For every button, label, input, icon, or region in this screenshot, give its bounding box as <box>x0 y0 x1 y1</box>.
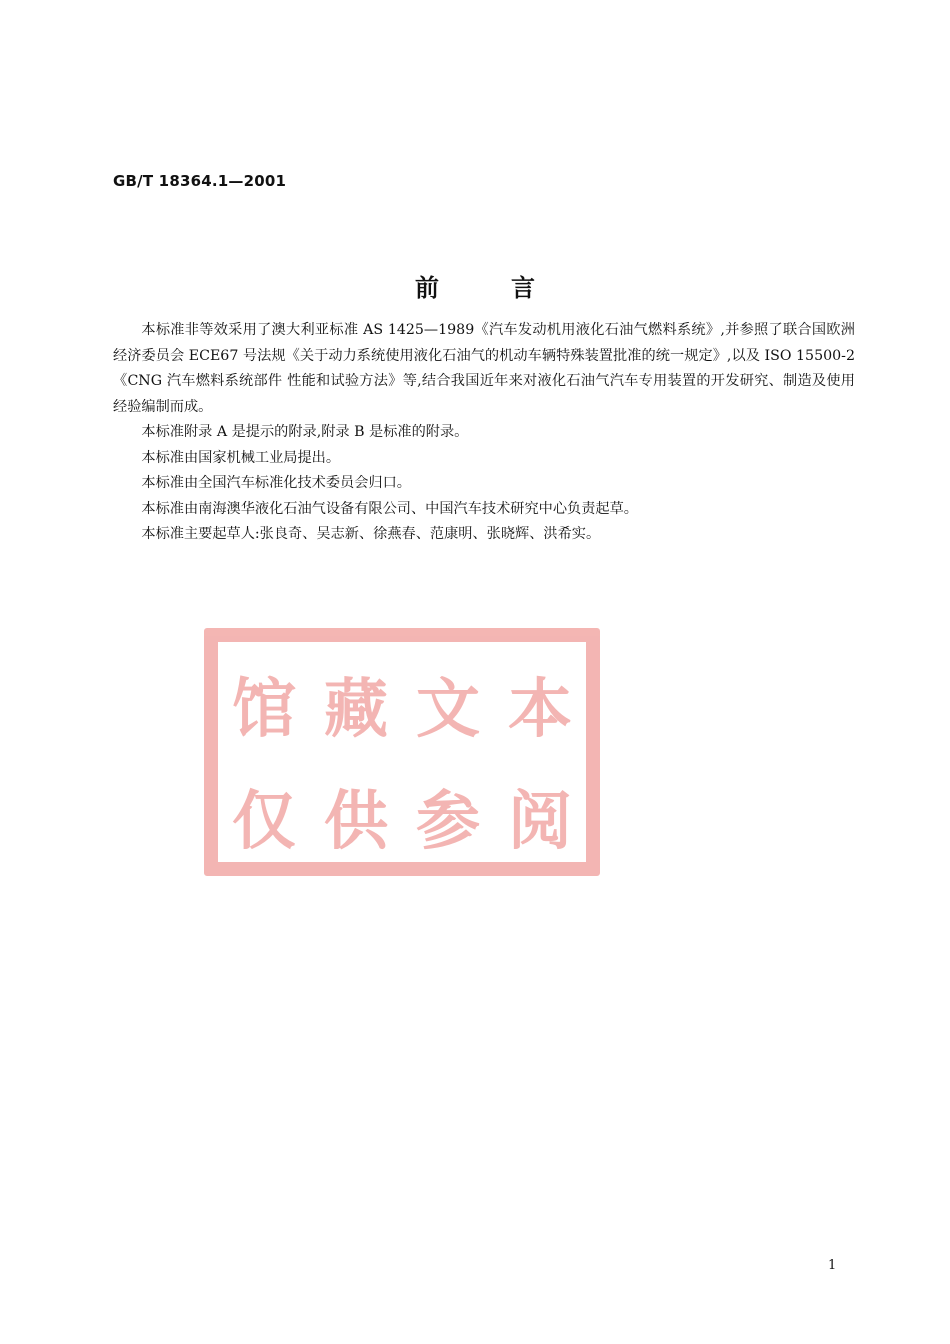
standard-code: GB/T 18364.1—2001 <box>113 172 287 190</box>
stamp-char: 阅 <box>508 785 572 859</box>
stamp-char: 馆 <box>232 673 296 747</box>
paragraph-5: 本标准由南海澳华液化石油气设备有限公司、中国汽车技术研究中心负责起草。 <box>141 500 638 517</box>
library-stamp <box>204 628 600 876</box>
stamp-char: 仅 <box>232 785 296 859</box>
paragraph-3: 本标准由国家机械工业局提出。 <box>141 449 341 466</box>
stamp-char: 参 <box>416 785 480 859</box>
title-char-2: 言 <box>511 274 535 302</box>
stamp-row-2 <box>218 770 586 862</box>
foreword-body <box>113 318 855 548</box>
page-number: 1 <box>828 1258 837 1273</box>
page-title <box>0 268 950 303</box>
paragraph-6: 本标准主要起草人:张良奇、吴志新、徐燕春、范康明、张晓辉、洪希实。 <box>141 526 601 542</box>
paragraph-4: 本标准由全国汽车标准化技术委员会归口。 <box>141 475 411 491</box>
stamp-row-1 <box>218 658 586 750</box>
paragraph-1: 本标准非等效采用了澳大利亚标准 AS 1425—1989《汽车发动机用液化石油气燃料系统》,并参照了联合国欧洲经济委员会 ECE67 号法规《关于动力系统使用液化石油气的机动车辆特殊装置批准的统一规定》,以及 ISO 15500-2《CNG 汽车燃料系统部件 性能和试验方法》等,结合我国近年来对液化石油气汽车专用装置的开发研究、制造及使用经验编制而成。 <box>113 322 855 415</box>
stamp-char: 文 <box>416 673 480 747</box>
stamp-char: 供 <box>324 785 388 859</box>
stamp-char: 藏 <box>324 673 388 747</box>
paragraph-2: 本标准附录 A 是提示的附录,附录 B 是标准的附录。 <box>141 424 469 440</box>
stamp-char: 本 <box>508 673 572 747</box>
title-char-1: 前 <box>415 274 439 302</box>
